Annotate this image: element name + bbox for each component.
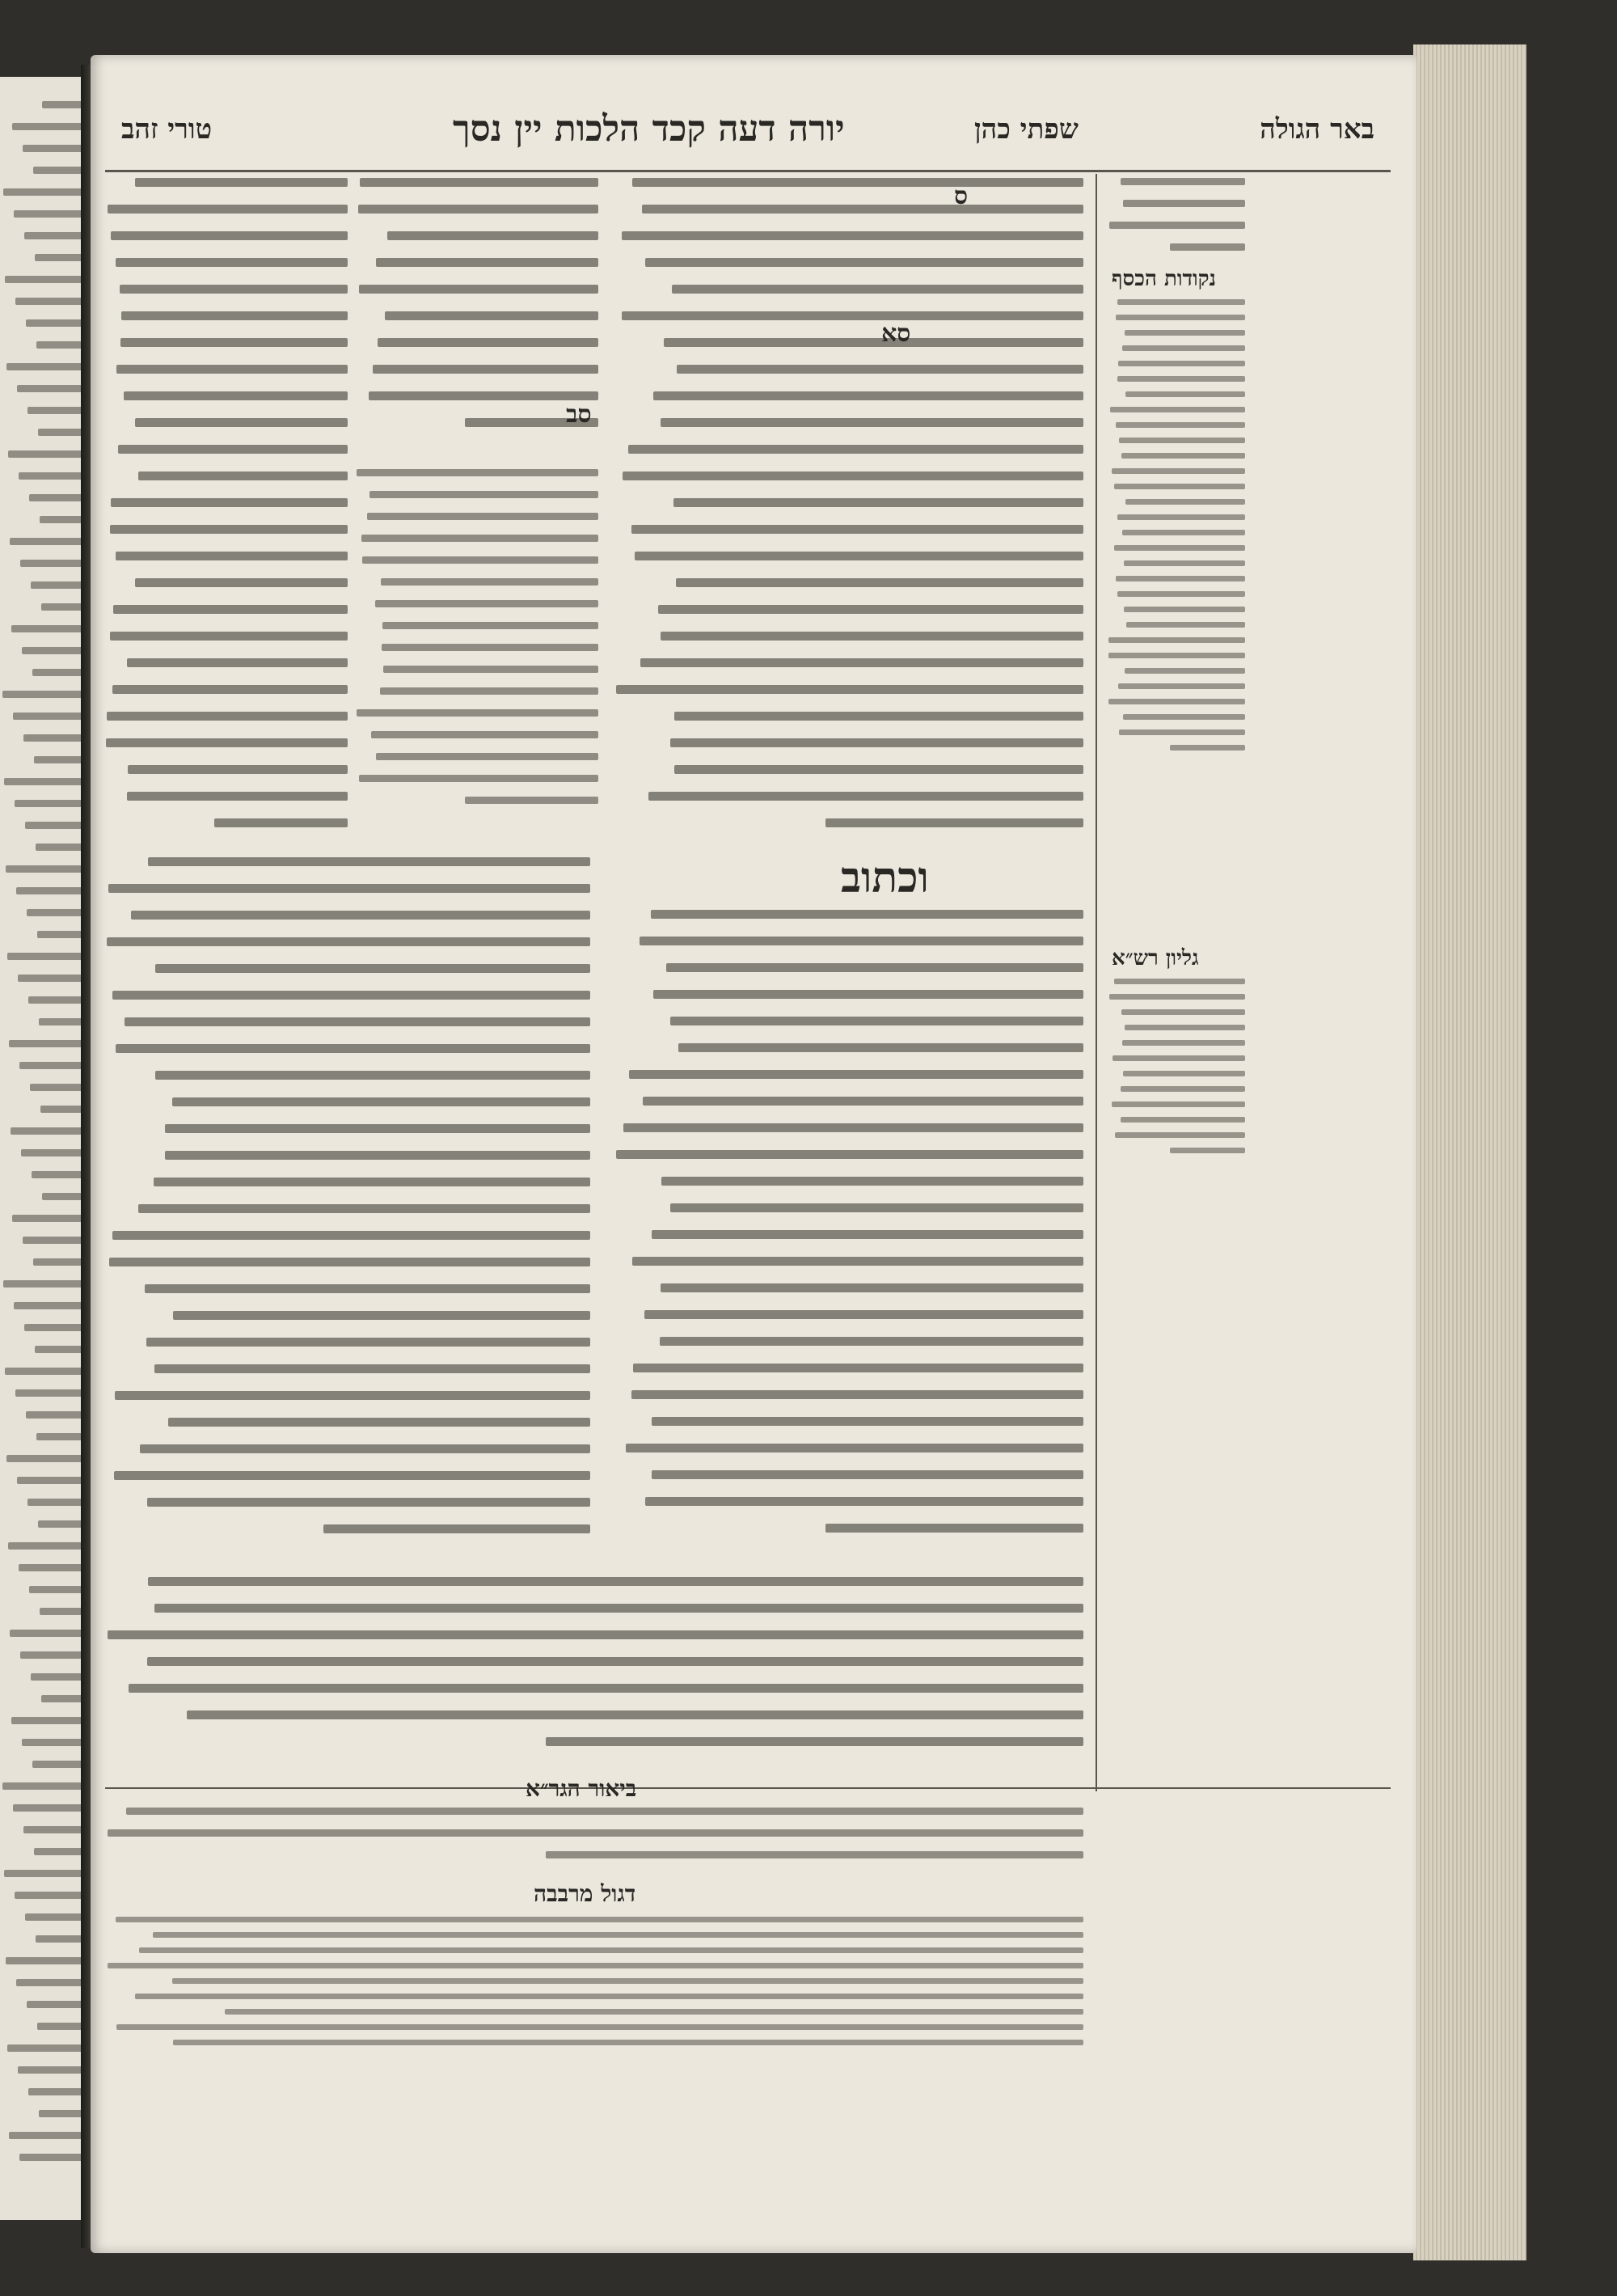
text-line (1114, 979, 1245, 984)
text-line (633, 1364, 1083, 1372)
text-line (1109, 994, 1245, 1000)
text-line (110, 525, 348, 534)
text-line (1123, 200, 1245, 207)
text-line (135, 578, 348, 587)
text-line (629, 1070, 1083, 1079)
text-line (661, 632, 1083, 641)
dagul-merevava-text (105, 1917, 1083, 2054)
facing-text-line (13, 1804, 91, 1812)
header-rule (105, 170, 1391, 172)
facing-text-line (2, 691, 91, 698)
text-line (129, 1684, 1083, 1693)
text-line (138, 1204, 590, 1213)
text-line (127, 792, 348, 801)
text-line (666, 963, 1083, 972)
facing-text-line (3, 1280, 91, 1288)
text-line (1122, 1040, 1245, 1046)
header-taz: טורי זהב (121, 113, 213, 146)
text-line (670, 1017, 1083, 1025)
text-line (652, 1417, 1083, 1426)
text-line (635, 552, 1083, 560)
text-line (108, 884, 590, 893)
text-line (622, 311, 1083, 320)
gilyon-rsha-text (1108, 979, 1245, 1165)
text-line (1112, 468, 1245, 474)
text-line (623, 471, 1083, 480)
facing-text-line (20, 560, 91, 567)
text-line (652, 1470, 1083, 1479)
facing-text-line (2, 1782, 91, 1790)
text-line (367, 513, 598, 520)
facing-text-line (15, 800, 91, 807)
text-line (1117, 514, 1245, 520)
facing-text-line (20, 1651, 91, 1659)
beur-hagra-text (105, 1808, 1083, 1872)
text-line (112, 991, 590, 1000)
text-line (172, 1097, 590, 1106)
text-line (631, 525, 1083, 534)
text-line (661, 1177, 1083, 1186)
facing-text-line (10, 1630, 91, 1637)
rema-gloss (356, 469, 598, 849)
text-line (112, 685, 348, 694)
text-line (661, 418, 1083, 427)
page-header (105, 108, 1391, 170)
text-line (1112, 1101, 1245, 1107)
facing-text-line (19, 472, 91, 480)
text-line (385, 311, 598, 320)
text-line (660, 1337, 1083, 1346)
text-line (108, 1963, 1083, 1968)
text-line (1123, 1071, 1245, 1076)
text-line (357, 469, 598, 476)
text-line (108, 1630, 1083, 1639)
text-line (658, 605, 1083, 614)
text-line (154, 1604, 1083, 1613)
facing-text-line (14, 210, 91, 218)
text-line (128, 765, 348, 774)
text-line (387, 231, 598, 240)
text-line (1125, 668, 1245, 674)
text-line (1108, 653, 1245, 658)
footer-rule (105, 1787, 1391, 1789)
text-line (632, 1257, 1083, 1266)
text-line (135, 418, 348, 427)
text-line (380, 687, 598, 695)
text-line (225, 2009, 1083, 2015)
text-line (146, 1338, 590, 1347)
facing-text-line (16, 1979, 91, 1986)
facing-text-line (19, 1062, 91, 1069)
text-line (1108, 699, 1245, 704)
text-line (1170, 1148, 1246, 1153)
text-line (628, 445, 1083, 454)
text-line (126, 1808, 1083, 1815)
text-line (1108, 637, 1245, 643)
facing-text-line (19, 2154, 91, 2161)
text-line (382, 622, 598, 629)
text-line (673, 498, 1083, 507)
text-line (1114, 545, 1245, 551)
text-line (653, 990, 1083, 999)
shach-column-lower (614, 910, 1083, 1569)
text-line (154, 1364, 590, 1373)
text-line (648, 792, 1083, 801)
text-line (644, 1310, 1083, 1319)
facing-text-line (8, 1542, 91, 1550)
text-line (373, 365, 598, 374)
header-shach: שפתי כהן (974, 113, 1079, 146)
text-line (653, 391, 1083, 400)
text-line (116, 1917, 1083, 1922)
text-line (116, 2024, 1083, 2030)
text-line (376, 258, 598, 267)
text-line (1116, 422, 1245, 428)
text-line (369, 391, 598, 400)
text-line (116, 365, 348, 374)
text-line (1110, 407, 1245, 412)
facing-text-line (19, 1564, 91, 1571)
text-line (113, 605, 348, 614)
text-line (1117, 591, 1245, 597)
text-line (214, 818, 348, 827)
text-line (124, 391, 348, 400)
facing-text-line (4, 778, 91, 785)
shulchan-aruch-text (356, 178, 598, 453)
text-line (358, 205, 598, 214)
facing-text-line (11, 1127, 91, 1135)
text-line (678, 1043, 1083, 1052)
seif-marker-samech-bet: סב (566, 400, 592, 429)
header-beer-hagolah: באר הגולה (1260, 113, 1374, 146)
text-line (1119, 729, 1245, 735)
text-line (148, 857, 590, 866)
facing-text-line (11, 625, 91, 632)
text-line (626, 1444, 1083, 1452)
text-line (135, 1994, 1083, 1999)
text-line (360, 178, 598, 187)
text-line (1117, 376, 1245, 382)
text-line (107, 712, 348, 721)
text-line (165, 1124, 590, 1133)
text-line (187, 1710, 1083, 1719)
facing-text-line (9, 1040, 91, 1047)
text-line (359, 285, 598, 294)
text-line (1125, 391, 1245, 397)
text-line (825, 1524, 1083, 1533)
text-line (369, 491, 598, 498)
text-line (376, 753, 598, 760)
taz-column-upper (105, 178, 348, 849)
text-line (116, 552, 348, 560)
text-line (155, 1071, 590, 1080)
facing-text-line (7, 953, 91, 960)
text-line (108, 205, 348, 214)
text-line (1118, 683, 1245, 689)
text-line (1117, 299, 1245, 305)
text-line (664, 338, 1083, 347)
text-line (173, 1311, 590, 1320)
text-line (112, 1231, 590, 1240)
text-line (120, 285, 348, 294)
text-line (118, 445, 348, 454)
text-line (153, 1932, 1083, 1938)
facing-text-line (12, 1215, 91, 1222)
text-line (127, 658, 348, 667)
facing-text-line (17, 1477, 91, 1484)
facing-text-line (11, 1717, 91, 1724)
text-line (1124, 607, 1245, 612)
text-line (147, 1657, 1083, 1666)
dagul-merevava-title: דגול מרבבה (534, 1880, 636, 1907)
text-line (139, 1947, 1083, 1953)
text-line (131, 911, 590, 920)
text-line (125, 1017, 590, 1026)
text-line (1121, 453, 1245, 459)
text-line (172, 1978, 1083, 1984)
text-line (1125, 499, 1245, 505)
facing-text-line (18, 975, 91, 982)
text-line (115, 1391, 590, 1400)
facing-text-line (5, 1368, 91, 1375)
text-line (109, 1258, 590, 1266)
facing-text-line (14, 1302, 91, 1309)
text-line (642, 205, 1083, 214)
facing-text-line (15, 298, 91, 305)
text-line (661, 1283, 1083, 1292)
text-line (677, 365, 1083, 374)
text-line (1123, 714, 1245, 720)
text-line (154, 1178, 590, 1186)
text-line (140, 1444, 590, 1453)
text-line (1114, 484, 1245, 489)
text-line (672, 285, 1083, 294)
text-line (168, 1418, 590, 1427)
text-line (1109, 222, 1245, 229)
text-line (643, 1097, 1083, 1106)
facing-text-line (15, 1892, 91, 1899)
text-line (1112, 1055, 1245, 1061)
facing-text-line (6, 865, 91, 873)
facing-text-line (15, 1389, 91, 1397)
facing-text-line (18, 2066, 91, 2074)
facing-text-line (9, 2132, 91, 2139)
text-line (652, 1230, 1083, 1239)
text-line (371, 731, 598, 738)
text-line (1121, 1117, 1245, 1123)
text-line (114, 1471, 590, 1480)
text-line (375, 600, 598, 607)
text-line (383, 666, 598, 673)
text-line (357, 709, 598, 717)
seif-marker-samech-aleph: סא (881, 319, 911, 348)
text-line (362, 556, 598, 564)
text-line (632, 178, 1083, 187)
text-line (1119, 438, 1245, 443)
facing-text-line (17, 385, 91, 392)
text-line (120, 338, 348, 347)
text-line (1116, 576, 1245, 581)
facing-text-line (8, 450, 91, 458)
text-line (110, 632, 348, 641)
facing-text-line (7, 2044, 91, 2052)
text-line (1121, 178, 1245, 185)
text-line (106, 738, 348, 747)
header-main-title: יורה דעה קכד הלכות יין נסך (453, 108, 845, 150)
text-line (1125, 330, 1245, 336)
text-line (108, 1829, 1083, 1837)
text-line (138, 471, 348, 480)
text-line (622, 231, 1083, 240)
text-line (1126, 622, 1245, 628)
text-line (116, 1044, 590, 1053)
text-line (546, 1737, 1084, 1746)
text-line (616, 685, 1083, 694)
text-line (1115, 1132, 1245, 1138)
text-line (546, 1851, 1084, 1858)
text-line (616, 1150, 1083, 1159)
text-line (670, 1203, 1083, 1212)
facing-text-line (16, 887, 91, 894)
text-line (631, 1390, 1083, 1399)
text-line (323, 1524, 590, 1533)
text-line (135, 178, 348, 187)
text-line (645, 258, 1083, 267)
text-line (361, 535, 598, 542)
text-line (116, 258, 348, 267)
shach-column (614, 178, 1083, 849)
page-edges (1413, 44, 1526, 2260)
facing-text-line (6, 1455, 91, 1462)
continued-commentary (105, 1577, 1083, 1767)
facing-text-line (12, 123, 91, 130)
taz-column-lower (105, 857, 590, 1569)
text-line (1125, 1025, 1245, 1030)
text-line (147, 1498, 590, 1507)
facing-text-line (6, 1957, 91, 1964)
text-line (148, 1577, 1083, 1586)
gilyon-rsha-title: גליון רש״א (1112, 946, 1199, 970)
beur-hagra-title: ביאור הגר״א (526, 1775, 637, 1802)
vekatuv-word: וכתוב (841, 853, 929, 903)
text-line (674, 765, 1083, 774)
text-line (676, 578, 1083, 587)
facing-text-line (5, 276, 91, 283)
text-line (1170, 243, 1246, 251)
text-line (1118, 361, 1245, 366)
text-line (645, 1497, 1083, 1506)
facing-text-line (6, 363, 91, 370)
text-line (674, 712, 1083, 721)
text-line (121, 311, 348, 320)
text-line (1122, 530, 1245, 535)
text-line (1116, 315, 1245, 320)
text-line (640, 937, 1083, 945)
text-line (382, 644, 598, 651)
text-line (623, 1123, 1083, 1132)
seif-marker-samech: ס (954, 182, 969, 210)
text-line (1122, 345, 1245, 351)
facing-text-line (3, 188, 91, 196)
text-line (359, 775, 598, 782)
text-line (651, 910, 1083, 919)
facing-text-line (13, 712, 91, 720)
facing-text-line (4, 1870, 91, 1877)
text-line (640, 658, 1083, 667)
side-column-rule (1096, 174, 1097, 1791)
text-line (1170, 745, 1246, 751)
text-line (107, 937, 590, 946)
text-line (825, 818, 1083, 827)
facing-text-line (10, 538, 91, 545)
text-line (155, 964, 590, 973)
text-line (378, 338, 599, 347)
text-line (1121, 1009, 1245, 1015)
text-line (111, 498, 348, 507)
text-line (465, 797, 598, 804)
text-line (1124, 560, 1245, 566)
nekudot-hakesef-title: נקודות הכסף (1112, 267, 1217, 291)
text-line (165, 1151, 590, 1160)
text-line (173, 2040, 1083, 2045)
text-line (670, 738, 1083, 747)
text-line (1121, 1086, 1245, 1092)
text-line (111, 231, 348, 240)
text-line (145, 1284, 590, 1293)
text-line (381, 578, 598, 586)
